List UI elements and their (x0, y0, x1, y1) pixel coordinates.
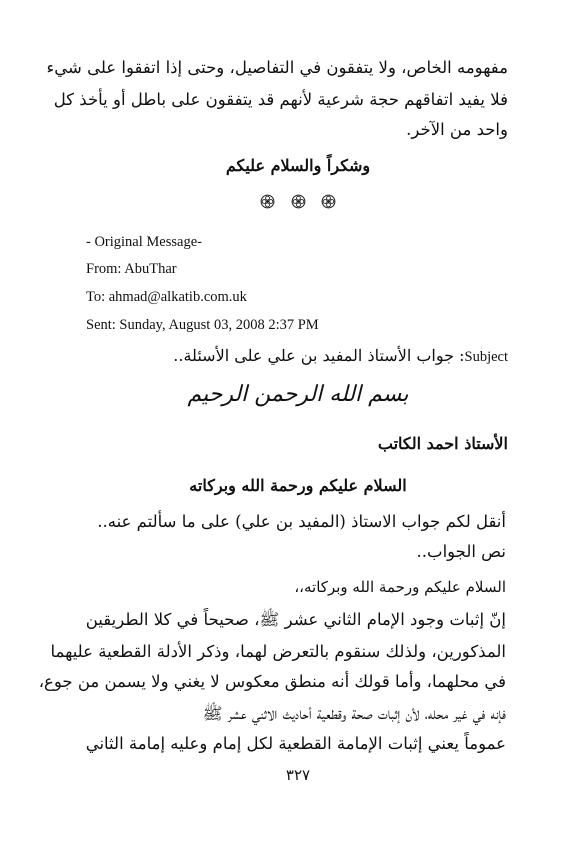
greeting: السلام عليكم ورحمة الله وبركاته (189, 476, 407, 495)
flower-icon (291, 194, 306, 209)
body-line-1: إنّ إثبات وجود الإمام الثاني عشر ﷺ، صحيحاً في كلا الطريقين (85, 610, 506, 629)
closing-line: وشكراً والسلام عليكم (225, 156, 371, 175)
subject-label: Subject (464, 349, 508, 365)
email-original-message: - Original Message- (86, 234, 202, 250)
flower-icon (321, 194, 336, 209)
page-number: ٣٢٧ (285, 766, 311, 784)
body-line-2: المذكورين، ولذلك سنقوم بالتعرض لهما، وذكر الأدلة القطعية عليهما (50, 642, 506, 661)
transfer-line-1: أنقل لكم جواب الاستاذ (المفيد بن علي) على ما سألتم عنه.. (97, 512, 506, 531)
email-sent: Sent: Sunday, August 03, 2008 2:37 PM (86, 317, 319, 333)
intro-line-3: واحد من الآخر. (406, 120, 508, 139)
basmala: بسم الله الرحمن الرحيم (187, 382, 409, 407)
transfer-line-2: نص الجواب.. (416, 542, 506, 561)
email-subject (173, 346, 508, 366)
intro-line-1: مفهومه الخاص، ولا يتفقون في التفاصيل، وحتى إذا اتفقوا على شيء (46, 58, 508, 77)
ornament-row (88, 194, 508, 213)
subject-text: : جواب الأستاذ المفيد بن علي على الأسئلة.. (173, 346, 465, 365)
body-line-4: فإنه في غير محله، لأن إثبات صحة وقطعية أحاديث الاثني عشر ﷺ (202, 704, 506, 723)
flower-icon (260, 194, 275, 209)
email-to: To: ahmad@alkatib.com.uk (86, 289, 247, 305)
body-line-5: عموماً يعني إثبات الإمامة القطعية لكل إمام وعليه إمامة الثاني (85, 734, 506, 753)
email-from: From: AbuThar (86, 261, 177, 277)
intro-line-2: فلا يفيد اتفاقهم حجة شرعية لأنهم قد يتفقون على باطل أو يأخذ كل (53, 90, 508, 109)
reply-greeting: السلام عليكم ورحمة الله وبركاته،، (294, 578, 506, 596)
addressee: الأستاذ احمد الكاتب (377, 434, 508, 453)
body-line-3: في محلهما، وأما قولك أنه منطق معكوس لا يغني ولا يسمن من جوع، (38, 672, 506, 691)
